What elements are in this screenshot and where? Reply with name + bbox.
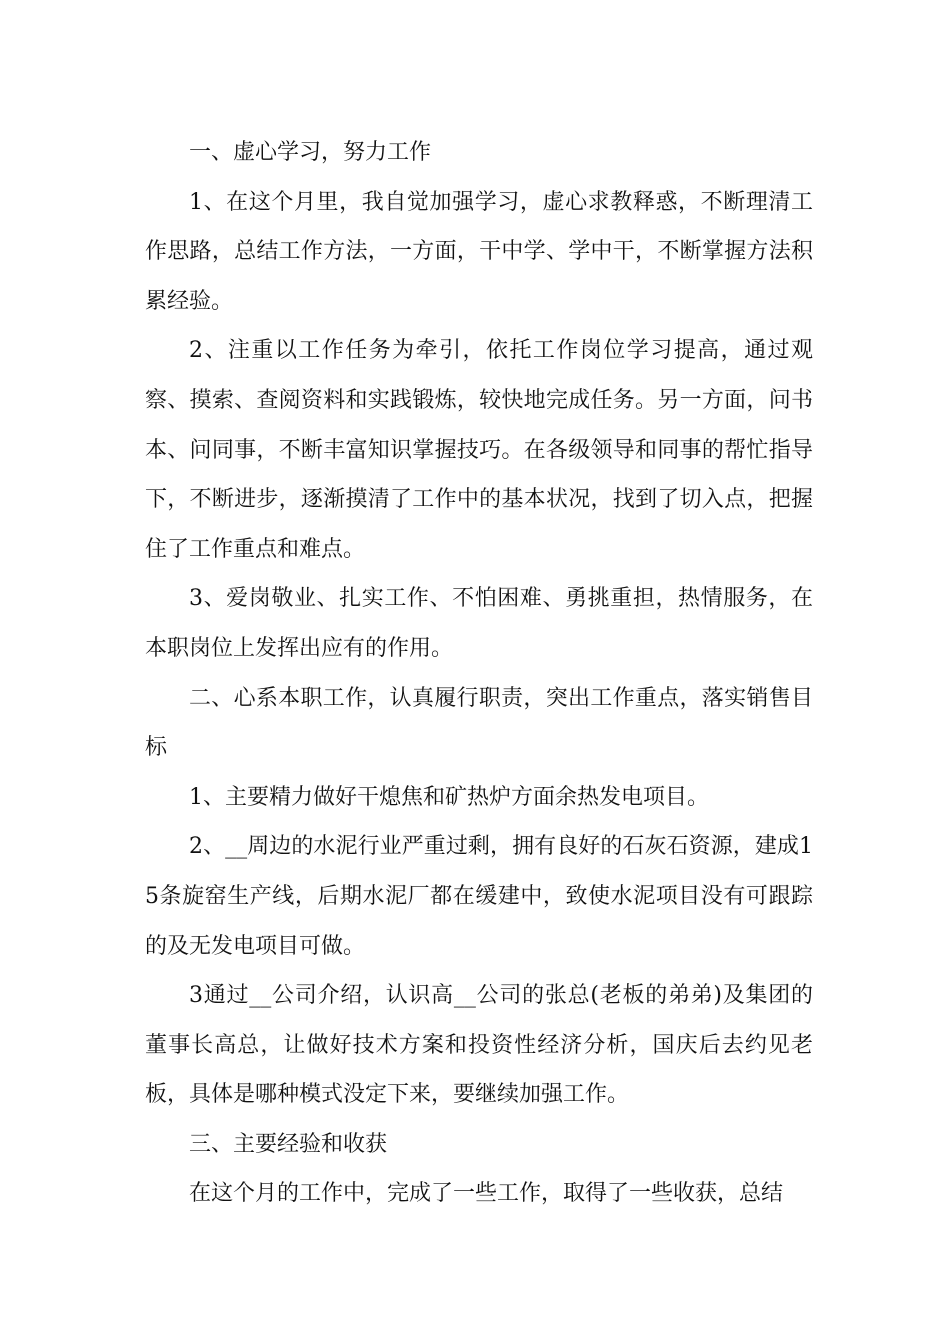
- section-heading-1: 一、虚心学习，努力工作: [189, 140, 432, 165]
- paragraph-2-3: 3通过__公司介绍，认识高__公司的张总(老板的弟弟)及集团的董事长高总，让做好技术方案和投资性经济分析，国庆后去约见老板，具体是哪种模式没定下来，要继续加强工作。: [145, 983, 813, 1108]
- paragraph-1-1: 1、在这个月里，我自觉加强学习，虚心求教释惑，不断理清工作思路，总结工作方法，一方面，干中学、学中干，不断掌握方法积累经验。: [145, 189, 813, 314]
- paragraph-2-1: 1、主要精力做好干熄焦和矿热炉方面余热发电项目。: [189, 784, 709, 810]
- paragraph-1-3: 3、爱岗敬业、扎实工作、不怕困难、勇挑重担，热情服务，在本职岗位上发挥出应有的作用。: [145, 586, 813, 661]
- paragraph-3-1: 在这个月的工作中，完成了一些工作，取得了一些收获，总结: [189, 1181, 784, 1207]
- paragraph-2-2: 2、__周边的水泥行业严重过剩，拥有良好的石灰石资源，建成15条旋窑生产线，后期水泥厂都在缓建中，致使水泥项目没有可跟踪的及无发电项目可做。: [145, 834, 813, 959]
- section-heading-3: 三、主要经验和收获: [189, 1131, 388, 1157]
- section-heading-2: 二、心系本职工作，认真履行职责，突出工作重点，落实销售目标: [145, 685, 813, 761]
- paragraph-1-2: 2、注重以工作任务为牵引，依托工作岗位学习提高，通过观察、摸索、查阅资料和实践锻炼，较快地完成任务。另一方面，问书本、问同事，不断丰富知识掌握技巧。在各级领导和同事的帮忙指导下，不断进步，逐渐摸清了工作中的基本状况，找到了切入点，把握住了工作重点和难点。: [145, 338, 813, 562]
- document-body: [145, 128, 813, 1219]
